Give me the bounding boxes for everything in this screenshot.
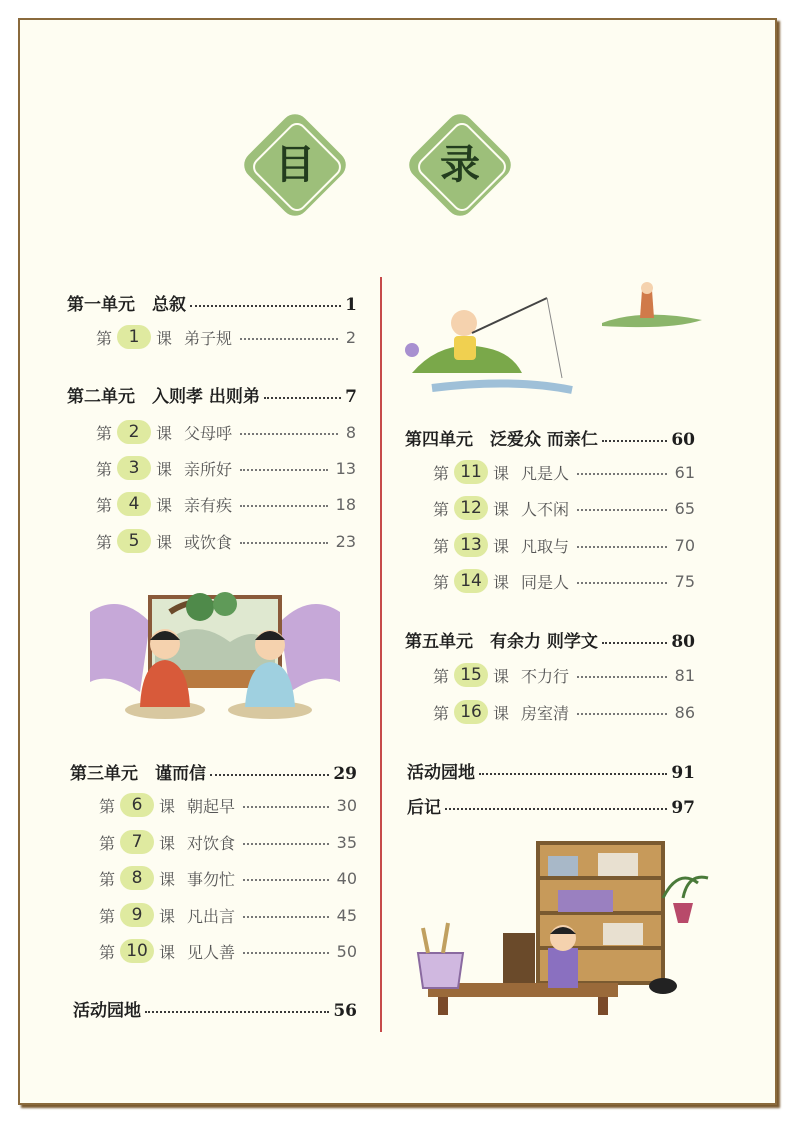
toc-lesson-4[interactable]: 第 4 课 亲有疾 18 [96, 494, 356, 515]
toc-afterword[interactable]: 后记 97 [407, 798, 695, 818]
toc-lesson-10[interactable]: 第 10 课 见人善 50 [99, 941, 357, 962]
lesson-number-badge: 1 [117, 325, 151, 349]
children-scene-illustration [80, 582, 350, 722]
toc-lesson-5[interactable]: 第 5 课 或饮食 23 [96, 531, 356, 552]
lesson-number-badge: 8 [120, 866, 154, 890]
book-page [18, 18, 777, 1105]
title-char-1: 目 [275, 141, 315, 188]
lesson-number-badge: 12 [454, 496, 488, 520]
lesson-number-badge: 13 [454, 533, 488, 557]
lesson-number-badge: 11 [454, 460, 488, 484]
title-diamond-2 [407, 112, 513, 218]
study-room-illustration [408, 838, 728, 1018]
toc-lesson-6[interactable]: 第 6 课 朝起早 30 [99, 795, 357, 816]
toc-lesson-7[interactable]: 第 7 课 对饮食 35 [99, 832, 357, 853]
lesson-number-badge: 16 [454, 700, 488, 724]
title-char-2: 录 [440, 141, 480, 188]
lesson-number-badge: 7 [120, 830, 154, 854]
lesson-number-badge: 6 [120, 793, 154, 817]
toc-lesson-9[interactable]: 第 9 课 凡出言 45 [99, 905, 357, 926]
toc-activity-right[interactable]: 活动园地 91 [407, 763, 695, 783]
toc-activity-left[interactable]: 活动园地 56 [73, 1001, 357, 1021]
toc-unit-5[interactable]: 第五单元 有余力 则学文 80 [405, 632, 695, 652]
toc-lesson-3[interactable]: 第 3 课 亲所好 13 [96, 458, 356, 479]
toc-lesson-12[interactable]: 第 12 课 人不闲 65 [433, 498, 695, 519]
lesson-number-badge: 4 [117, 492, 151, 516]
toc-lesson-15[interactable]: 第 15 课 不力行 81 [433, 665, 695, 686]
title-diamond-1 [242, 112, 348, 218]
toc-lesson-8[interactable]: 第 8 课 事勿忙 40 [99, 868, 357, 889]
toc-lesson-11[interactable]: 第 11 课 凡是人 61 [433, 462, 695, 483]
lesson-number-badge: 9 [120, 903, 154, 927]
toc-lesson-13[interactable]: 第 13 课 凡取与 70 [433, 535, 695, 556]
toc-unit-1[interactable]: 第一单元 总叙 1 [67, 295, 357, 315]
lesson-number-badge: 14 [454, 569, 488, 593]
toc-lesson-1[interactable]: 第 1 课 弟子规 2 [96, 327, 356, 348]
lesson-number-badge: 2 [117, 420, 151, 444]
toc-lesson-16[interactable]: 第 16 课 房室清 86 [433, 702, 695, 723]
lesson-number-badge: 5 [117, 529, 151, 553]
toc-unit-3[interactable]: 第三单元 谨而信 29 [70, 764, 357, 784]
lesson-number-badge: 15 [454, 663, 488, 687]
fishing-boy-illustration [402, 278, 732, 398]
toc-lesson-2[interactable]: 第 2 课 父母呼 8 [96, 422, 356, 443]
toc-unit-2[interactable]: 第二单元 入则孝 出则弟 7 [67, 387, 357, 407]
column-divider [380, 277, 382, 1032]
lesson-number-badge: 3 [117, 456, 151, 480]
lesson-number-badge: 10 [120, 939, 154, 963]
toc-lesson-14[interactable]: 第 14 课 同是人 75 [433, 571, 695, 592]
toc-unit-4[interactable]: 第四单元 泛爱众 而亲仁 60 [405, 430, 695, 450]
